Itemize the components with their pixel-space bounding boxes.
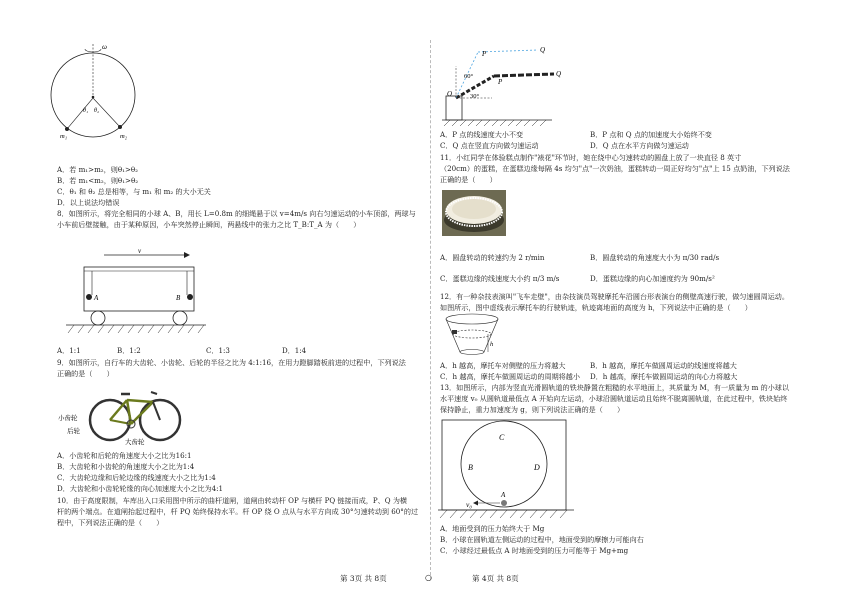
q12-stem-line2: 如图所示，图中虚线表示摩托车的行驶轨迹，轨迹离地面的高度为 h，下列说法中正确的是（ ） <box>440 303 752 312</box>
q13-stem-line3: 保持静止，重力加速度为 g，则下列说法正确的是（ ） <box>440 405 625 414</box>
angle-60-label: 60° <box>464 73 474 80</box>
big-gear-label: 大齿轮 <box>125 439 145 446</box>
q8-option-d: D．1:4 <box>282 346 307 355</box>
point-c-label: C <box>499 433 505 442</box>
q11-option-b: B．圆盘转动的角速度大小为 π/30 rad/s <box>590 253 720 262</box>
point-b-label: B <box>468 463 473 472</box>
q10-option-d: D．Q 点在水平方向做匀速运动 <box>590 141 689 150</box>
height-h-label: h <box>490 341 494 348</box>
q12-stem-line1: 12．有一种杂技表演叫"飞车走壁"，由杂技演员驾驶摩托车沿圆台形表演台的侧壁高速行驶，做匀速圆周运动。 <box>440 292 789 301</box>
q-upper-label: Q <box>540 46 546 54</box>
q8-option-a: A．1:1 <box>57 346 81 355</box>
q10-figure <box>442 38 582 126</box>
q10-stem-line3: 程中，下列说法正确的是（ ） <box>57 518 164 527</box>
q11-stem-line1: 11．小红同学在体验糕点制作"裱花"环节时，她在绕中心匀速转动的圆盘上放了一块直径 8 英寸 <box>440 153 742 162</box>
q9-stem-line1: 9．如图所示，自行车的大齿轮、小齿轮、后轮的半径之比为 4:1:16，在用力蹬脚踏板前进的过程中，下列说法 <box>57 358 406 367</box>
center-binding-mark: ○ <box>425 573 432 582</box>
p-lower-label: P <box>498 78 503 86</box>
q11-option-a: A．圆盘转动的转速约为 2 r/min <box>440 253 545 262</box>
right-page-footer: 第 4页 共 8页 <box>472 574 519 583</box>
q13-option-b: B．小球在圆轨道左侧运动的过程中，地面受到的摩擦力可能向右 <box>440 535 644 544</box>
q-lower-label: Q <box>556 70 562 78</box>
q11-option-c: C．蛋糕边缘的线速度大小约 π/3 m/s <box>440 274 560 283</box>
q11-stem-line2: （20cm）的蛋糕，在蛋糕边缘每隔 4s 均匀"点"一次奶油，蛋糕转动一周正好均匀"点"上 15 点奶油，下列说法 <box>440 164 790 173</box>
angle-30-label: 30° <box>470 93 480 100</box>
q12-option-d: D．h 越高，摩托车做圆周运动的向心力将越大 <box>590 372 738 381</box>
q8-option-b: B．1:2 <box>117 346 141 355</box>
q7-option-a: A．若 m₁>m₂，则θ₁>θ₂ <box>57 165 139 174</box>
q9-figure <box>55 380 185 448</box>
q9-option-a: A．小齿轮和后轮的角速度大小之比为16:1 <box>57 451 192 460</box>
q13-stem-line2: 水平速度 v₀ 从圆轨道最低点 A 开始向左运动，小球沿圆轨道运动且始终不脱离圆轨道，在此过程中，铁块始终 <box>440 394 788 403</box>
q10-stem-line2: 杆的两个端点。在道闸抬起过程中，杆 PQ 始终保持水平。杆 OP 绕 O 点从与水平方向成 30°匀速转动到 60°的过 <box>57 507 419 516</box>
point-a-label: A <box>501 491 506 499</box>
ball-a-label: A <box>94 294 99 302</box>
q12-figure <box>442 312 502 356</box>
rear-wheel-label: 后轮 <box>67 428 80 435</box>
q8-option-c: C．1:3 <box>206 346 230 355</box>
q13-option-c: C．小球经过最低点 A 时地面受到的压力可能等于 Mg+mg <box>440 546 629 555</box>
q7-option-d: D．以上说法均错误 <box>57 198 120 207</box>
q13-stem-line1: 13．如图所示，内部为竖直光滑圆轨道的铁块静置在粗糙的水平地面上，其质量为 M，有一质量为 m 的小球以 <box>440 383 789 392</box>
theta1-label: θ₁ <box>83 108 89 114</box>
q13-option-a: A．地面受到的压力始终大于 Mg <box>440 524 545 533</box>
q12-option-c: C．h 越高，摩托车做圆周运动的周期将越小 <box>440 372 580 381</box>
q11-cake-photo <box>442 190 506 236</box>
q8-stem-line1: 8．如图所示，将完全相同的小球 A、B，用长 L=0.8m 的细绳悬于以 v=4m/s 向右匀速运动的小车顶部，两球与 <box>57 209 416 218</box>
q10-stem-line1: 10．由于高度限制，车库出入口采用图中所示的曲杆道闸，道闸由转动杆 OP 与横杆 PQ 链接而成，P、Q 为横 <box>57 496 408 505</box>
m1-label: m₁ <box>60 133 67 140</box>
ball-b-label: B <box>176 294 181 302</box>
left-page-footer: 第 3页 共 8页 <box>340 574 387 583</box>
theta2-label: θ₂ <box>94 108 100 114</box>
q10-option-c: C．Q 点在竖直方向做匀速运动 <box>440 141 539 150</box>
omega-label: ω <box>102 43 107 51</box>
point-d-label: D <box>534 463 540 472</box>
q9-stem-line2: 正确的是（ ） <box>57 369 114 378</box>
q7-option-c: C．θ₁ 和 θ₂ 总是相等，与 m₁ 和 m₂ 的大小无关 <box>57 187 211 196</box>
q11-option-d: D．蛋糕边缘的向心加速度约为 90m/s² <box>590 274 715 283</box>
m2-label: m₂ <box>120 133 127 140</box>
right-page <box>430 0 860 608</box>
q12-option-a: A．h 越高，摩托车对侧壁的压力将越大 <box>440 361 566 370</box>
velocity-label: v <box>138 247 142 255</box>
q10-option-b: B．P 点和 Q 点的加速度大小始终不变 <box>590 130 712 139</box>
o-label: O <box>447 90 453 98</box>
small-gear-label: 小齿轮 <box>58 415 78 422</box>
q9-option-b: B．大齿轮和小齿轮的角速度大小之比为1:4 <box>57 462 195 471</box>
v0-label: v₀ <box>466 500 472 509</box>
q12-option-b: B．h 越高，摩托车做圆周运动的线速度将越大 <box>590 361 737 370</box>
q9-option-c: C．大齿轮边缘和后轮边缘的线速度大小之比为1:4 <box>57 473 216 482</box>
q8-figure <box>66 247 216 335</box>
q10-option-a: A．P 点的线速度大小不变 <box>440 130 524 139</box>
q13-figure <box>438 418 574 520</box>
q9-option-d: D．大齿轮和小齿轮轮缘的向心加速度大小之比为4:1 <box>57 484 224 493</box>
p-upper-label: P <box>482 50 487 58</box>
q11-stem-line3: 正确的是（ ） <box>440 175 497 184</box>
q8-stem-line2: 小车前后壁接触，由于某种原因，小车突然停止瞬间，两悬线中的张力之比 T_B:T_A 为（ ） <box>57 220 361 229</box>
q7-figure <box>50 40 150 140</box>
q7-option-b: B．若 m₁<m₂，则θ₁>θ₂ <box>57 176 139 185</box>
